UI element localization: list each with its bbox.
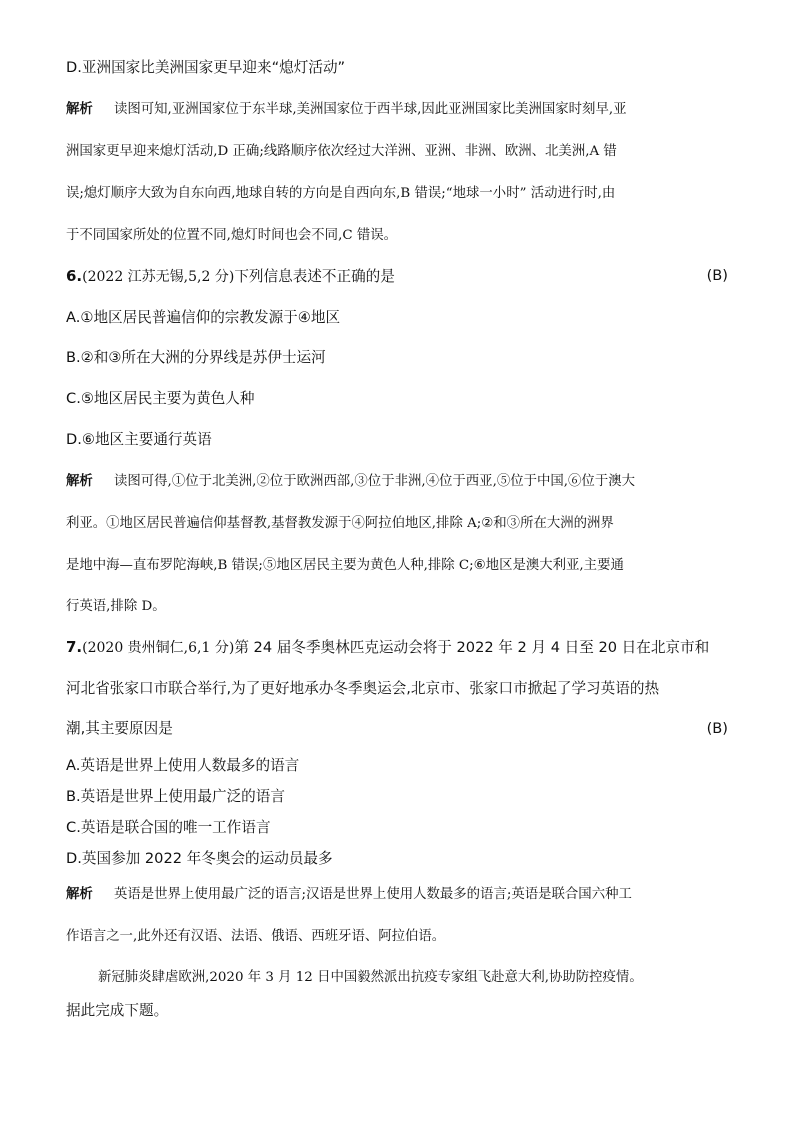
q7-stem-line-3: 潮,其主要原因是: [66, 720, 173, 737]
q6-option-d: D.⑥地区主要通行英语: [66, 431, 212, 448]
analysis-label: 解析: [66, 474, 93, 489]
q5-analysis-line-3: 误;熄灯顺序大致为自东向西,地球自转的方向是自西向东,B 错误;“地球一小时” 活动进行时,由: [66, 186, 616, 201]
q7-stem-line-1: 7.(2020 贵州铜仁,6,1 分)第 24 届冬季奥林匹克运动会将于 2022 年 2 月 4 日至 20 日在北京市和: [66, 638, 710, 656]
q7-source: (2020 贵州铜仁,6,1 分): [82, 640, 235, 656]
intro-line-2: 据此完成下题。: [66, 1002, 169, 1019]
q6-number: 6.: [66, 267, 83, 285]
q6-analysis-line-3: 是地中海—直布罗陀海峡,B 错误;⑤地区居民主要为黄色人种,排除 C;⑥地区是澳大利亚,主要通: [66, 558, 624, 573]
q5-option-d: D.亚洲国家比美洲国家更早迎来“熄灯活动”: [66, 59, 346, 76]
q7-analysis-line-2: 作语言之一,此外还有汉语、法语、俄语、西班牙语、阿拉伯语。: [66, 929, 446, 944]
q6-source: (2022 江苏无锡,5,2 分): [82, 269, 235, 285]
q7-number: 7.: [66, 638, 83, 656]
q7-option-b: B.英语是世界上使用最广泛的语言: [66, 788, 285, 805]
q6-option-b: B.②和③所在大洲的分界线是苏伊士运河: [66, 349, 326, 366]
q6-analysis-line-4: 行英语,排除 D。: [66, 599, 166, 614]
analysis-label: 解析: [66, 102, 93, 117]
q6-analysis-line-2: 利亚。①地区居民普遍信仰基督教,基督教发源于④阿拉伯地区,排除 A;②和③所在大洲的洲界: [66, 516, 614, 531]
q7-stem-line-2: 河北省张家口市联合举行,为了更好地承办冬季奥运会,北京市、张家口市掀起了学习英语的热: [66, 680, 660, 697]
q6-answer: (B): [706, 267, 728, 284]
q5-analysis-line-2: 洲国家更早迎来熄灯活动,D 正确;线路顺序依次经过大洋洲、亚洲、非洲、欧洲、北美洲,A 错: [66, 144, 617, 159]
analysis-label: 解析: [66, 887, 93, 902]
q7-option-a: A.英语是世界上使用人数最多的语言: [66, 757, 300, 774]
q6-stem: [66, 266, 395, 287]
q6-option-c: C.⑤地区居民主要为黄色人种: [66, 390, 255, 407]
q7-answer: (B): [706, 720, 728, 737]
q6-stem-text: 下列信息表述不正确的是: [234, 268, 395, 285]
q7-analysis-line-1: 解析 英语是世界上使用最广泛的语言;汉语是世界上使用人数最多的语言;英语是联合国六种工: [66, 885, 632, 905]
q5-analysis-line-1: 解析 读图可知,亚洲国家位于东半球,美洲国家位于西半球,因此亚洲国家比美洲国家时刻早,亚: [66, 100, 626, 120]
intro-line-1: 新冠肺炎肆虐欧洲,2020 年 3 月 12 日中国毅然派出抗疫专家组飞赴意大利,协助防控疫情。: [98, 970, 643, 985]
q6-option-a: A.①地区居民普遍信仰的宗教发源于④地区: [66, 309, 341, 326]
q6-analysis-line-1: 解析 读图可得,①位于北美洲,②位于欧洲西部,③位于非洲,④位于西亚,⑤位于中国,⑥位于澳大: [66, 472, 635, 492]
q7-option-c: C.英语是联合国的唯一工作语言: [66, 819, 271, 836]
q5-analysis-line-4: 于不同国家所处的位置不同,熄灯时间也会不同,C 错误。: [66, 228, 397, 243]
q7-option-d: D.英国参加 2022 年冬奥会的运动员最多: [66, 850, 333, 867]
